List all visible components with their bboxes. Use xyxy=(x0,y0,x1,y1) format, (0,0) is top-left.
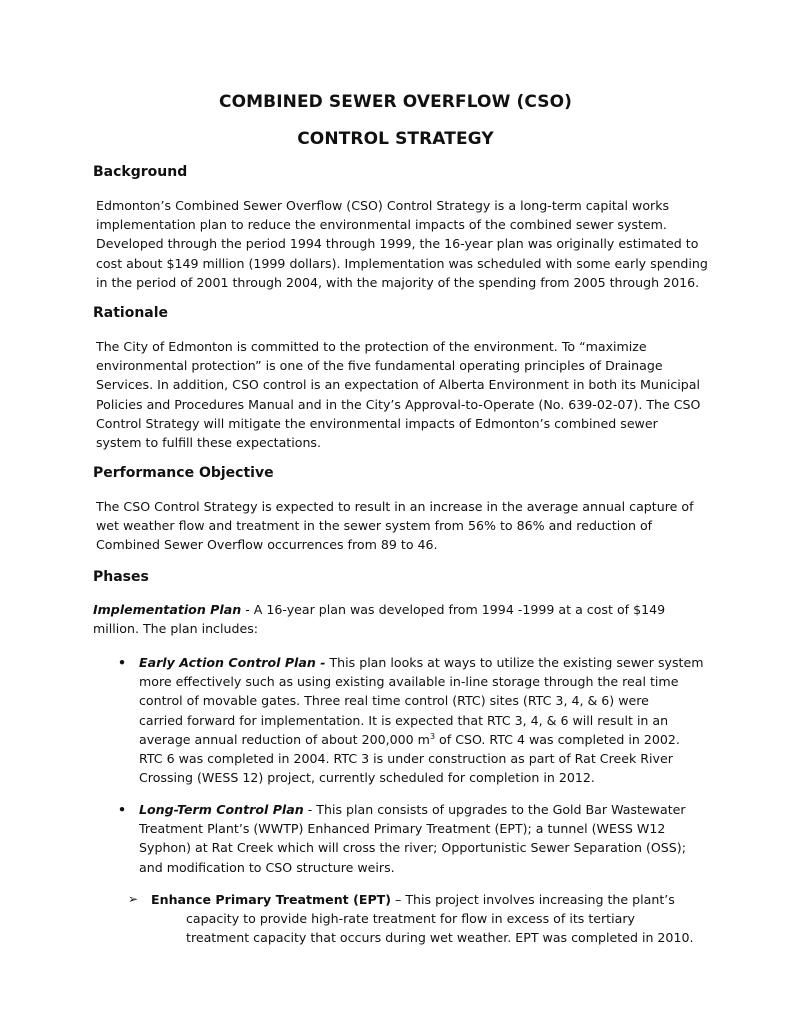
early-action-plan-text-a: This plan looks at ways to utilize the existing sewer system more effectively such as using existing available in-line storage through the real time control of movable gates. Three real time control (RTC) sites (RTC 3, 4, & 6) were carried forward for implementation. It is expected that RTC 3, 4, & 6 will result in an average annual reduction of about 200,000 m xyxy=(139,655,704,747)
early-action-plan-label: Early Action Control Plan - xyxy=(139,655,326,670)
performance-heading: Performance Objective xyxy=(93,465,274,481)
cubic-superscript: 3 xyxy=(429,731,436,741)
arrow-bullet-icon: ➢ xyxy=(128,892,139,906)
bullet-icon: • xyxy=(118,655,127,670)
rationale-paragraph: The City of Edmonton is committed to the protection of the environment. To “maximize environmental protection” is one of the five fundamental operating principles of Drainage Services. In addition, CSO control is an expectation of Alberta Environment in both its Municipal Policies and Procedures Manual and in the City’s Approval-to-Operate (No. 639-02-07). The CSO Control Strategy will mitigate the environmental impacts of Edmonton’s combined sewer system to fulfill these expectations. xyxy=(96,339,701,451)
bullet-icon: • xyxy=(118,802,127,817)
ept-label: Enhance Primary Treatment (EPT) xyxy=(151,892,392,907)
early-action-plan-item xyxy=(139,653,704,787)
background-paragraph: Edmonton’s Combined Sewer Overflow (CSO) Control Strategy is a long-term capital works implementation plan to reduce the environmental impacts of the combined sewer system. Developed through the period 1994 through 1999, the 16-year plan was originally estimated to cost about $149 million (1999 dollars). Implementation was scheduled with some early spending in the period of 2001 through 2004, with the majority of the spending from 2005 through 2016. xyxy=(96,198,708,290)
background-heading: Background xyxy=(93,164,188,180)
long-term-plan-item xyxy=(139,800,704,877)
long-term-plan-label: Long-Term Control Plan xyxy=(139,802,304,817)
implementation-plan-label: Implementation Plan xyxy=(93,602,242,617)
phases-heading: Phases xyxy=(93,569,149,585)
rationale-heading: Rationale xyxy=(93,305,169,321)
ept-item-first-line xyxy=(151,890,711,909)
implementation-plan-paragraph xyxy=(93,600,713,638)
ept-text-first: – This project involves increasing the plant’s xyxy=(391,892,675,907)
performance-paragraph: The CSO Control Strategy is expected to result in an increase in the average annual capture of wet weather flow and treatment in the sewer system from 56% to 86% and reduction of Combined Sewer Overflow occurrences from 89 to 46. xyxy=(96,499,694,553)
document-title-line-2: CONTROL STRATEGY xyxy=(297,129,494,149)
implementation-plan-text: - A 16-year plan was developed from 1994 -1999 at a cost of $149 million. The plan includes: xyxy=(93,602,666,637)
document-title-line-1: COMBINED SEWER OVERFLOW (CSO) xyxy=(219,92,572,112)
early-action-plan-text-b: of CSO. RTC 4 was completed in 2002. RTC 6 was completed in 2004. RTC 3 is under construction as part of Rat Creek River Crossing (WESS 12) project, currently scheduled for completion in 2012. xyxy=(139,731,680,786)
long-term-plan-text: - This plan consists of upgrades to the Gold Bar Wastewater Treatment Plant’s (WWTP) Enhanced Primary Treatment (EPT); a tunnel (WESS W12 Syphon) at Rat Creek which will cross the river; Opportunistic Sewer Separation (OSS); and modification to CSO structure weirs. xyxy=(139,802,686,875)
ept-item-continuation: capacity to provide high-rate treatment for flow in excess of its tertiary treatment capacity that occurs during wet weather. EPT was completed in 2010. xyxy=(186,911,694,946)
